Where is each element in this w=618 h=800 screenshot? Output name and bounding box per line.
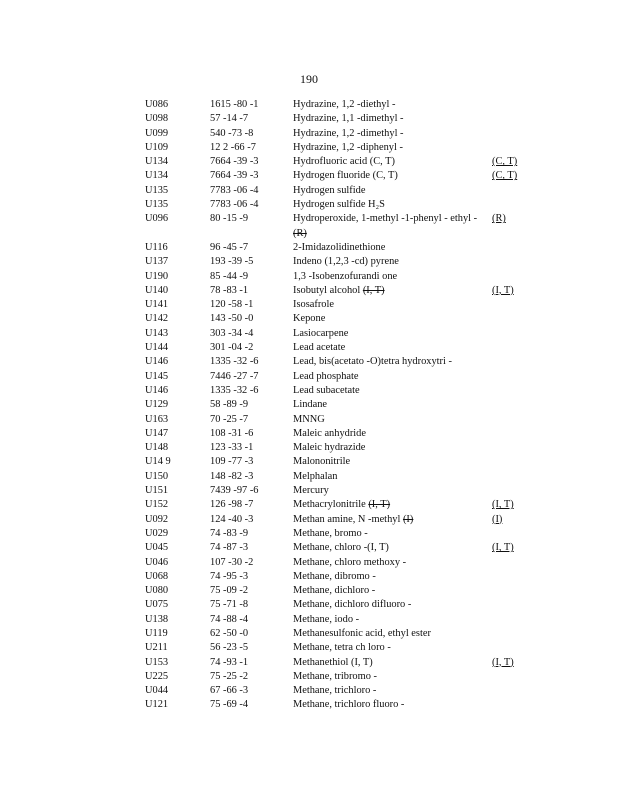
substance-name — [293, 584, 488, 598]
table-row — [0, 627, 618, 641]
cas-number: 80 -15 -9 — [210, 213, 249, 225]
waste-code: U075 — [145, 599, 169, 611]
waste-code: U147 — [145, 427, 169, 439]
table-row — [0, 684, 618, 698]
substance-name — [293, 541, 488, 555]
table-row — [0, 698, 618, 712]
table-row — [0, 598, 618, 612]
table-row — [0, 570, 618, 584]
cas-number: 74 -88 -4 — [210, 613, 249, 625]
substance-name — [293, 670, 488, 684]
waste-code: U137 — [145, 256, 169, 268]
substance-name — [293, 127, 488, 141]
substance-name — [293, 527, 488, 541]
cas-number: 7446 -27 -7 — [210, 370, 259, 382]
substance-name — [293, 470, 488, 484]
waste-code: U134 — [145, 156, 169, 168]
table-row — [0, 212, 618, 241]
cas-number: 67 -66 -3 — [210, 685, 249, 697]
table-row — [0, 355, 618, 369]
substance-name-text: Methacrylonitrile — [293, 499, 369, 511]
cas-number: 74 -95 -3 — [210, 570, 249, 582]
substance-name — [293, 498, 488, 512]
waste-code: U144 — [145, 342, 169, 354]
hazardous-waste-table — [0, 98, 618, 713]
table-row — [0, 613, 618, 627]
cas-number: 120 -58 -1 — [210, 299, 254, 311]
substance-name-text: Methane, tetra ch loro - — [293, 642, 391, 654]
table-row — [0, 112, 618, 126]
waste-code: U086 — [145, 99, 169, 110]
cas-number: 540 -73 -8 — [210, 127, 254, 139]
substance-name — [293, 684, 488, 698]
struck-hazard-code: (I, T) — [368, 499, 391, 511]
table-row — [0, 641, 618, 655]
hazard-code: (I, T) — [492, 284, 514, 296]
substance-name — [293, 484, 488, 498]
table-row — [0, 341, 618, 355]
waste-code: U098 — [145, 113, 169, 125]
cas-number: 7783 -06 -4 — [210, 199, 259, 211]
table-row — [0, 441, 618, 455]
cas-number: 75 -09 -2 — [210, 585, 249, 597]
substance-name — [293, 341, 488, 355]
waste-code: U080 — [145, 585, 169, 597]
substance-name-text: Methane, chloro -(I, T) — [293, 542, 389, 554]
table-row — [0, 370, 618, 384]
table-row — [0, 298, 618, 312]
table-row — [0, 255, 618, 269]
cas-number: 7439 -97 -6 — [210, 485, 259, 497]
waste-code: U044 — [145, 685, 169, 697]
cas-number: 1335 -32 -6 — [210, 356, 259, 368]
table-row — [0, 270, 618, 284]
waste-code: U150 — [145, 470, 169, 482]
hazard-code: (I, T) — [492, 499, 514, 511]
table-row — [0, 470, 618, 484]
substance-name-text: Methane, bromo - — [293, 527, 368, 539]
substance-name — [293, 284, 488, 298]
substance-name — [293, 270, 488, 284]
substance-name-text: Indeno (1,2,3 -cd) pyrene — [293, 256, 399, 268]
waste-code: U152 — [145, 499, 169, 511]
table-row — [0, 484, 618, 498]
hazard-code: (C, T) — [492, 156, 518, 168]
waste-code: U121 — [145, 699, 169, 711]
waste-code: U129 — [145, 399, 169, 411]
cas-number: 74 -83 -9 — [210, 527, 249, 539]
table-row — [0, 413, 618, 427]
cas-number: 108 -31 -6 — [210, 427, 254, 439]
table-row — [0, 184, 618, 198]
cas-number: 57 -14 -7 — [210, 113, 249, 125]
waste-code: U135 — [145, 199, 169, 211]
substance-name-text: Methane, chloro methoxy - — [293, 556, 407, 568]
table-row — [0, 656, 618, 670]
substance-name-text: Methan amine, N -methyl — [293, 513, 403, 525]
cas-number: 75 -25 -2 — [210, 670, 249, 682]
substance-name — [293, 198, 488, 212]
waste-code: U153 — [145, 656, 169, 668]
substance-name — [293, 441, 488, 455]
substance-name-text: Hydrazine, 1,1 -dimethyl - — [293, 113, 404, 125]
struck-hazard-code: (I) — [402, 513, 414, 525]
waste-code: U099 — [145, 127, 169, 139]
cas-number: 143 -50 -0 — [210, 313, 254, 325]
waste-code: U138 — [145, 613, 169, 625]
cas-number: 70 -25 -7 — [210, 413, 249, 425]
table-row — [0, 427, 618, 441]
table-row — [0, 541, 618, 555]
substance-name-text: Methane, iodo - — [293, 613, 360, 625]
substance-name — [293, 627, 488, 641]
substance-name-text: Mercury — [293, 485, 329, 497]
substance-name-text: Isosafrole — [293, 299, 334, 311]
hazard-code: (C, T) — [492, 170, 518, 182]
substance-name-text: Lindane — [293, 399, 328, 411]
substance-name — [293, 312, 488, 326]
substance-name-text: Kepone — [293, 313, 326, 325]
cas-number: 1335 -32 -6 — [210, 384, 259, 396]
substance-name — [293, 298, 488, 312]
waste-code: U096 — [145, 213, 169, 225]
substance-name-text: Hydrogen sulfide — [293, 184, 366, 196]
cas-number: 74 -87 -3 — [210, 542, 249, 554]
table-row — [0, 98, 618, 112]
cas-number: 193 -39 -5 — [210, 256, 254, 268]
substance-name — [293, 327, 488, 341]
waste-code: U045 — [145, 542, 169, 554]
table-row — [0, 584, 618, 598]
cas-number: 75 -71 -8 — [210, 599, 249, 611]
substance-name-text: 1,3 -Isobenzofurandi one — [293, 270, 398, 282]
cas-number: 7664 -39 -3 — [210, 156, 259, 168]
table-row — [0, 169, 618, 183]
substance-name-text: Malononitrile — [293, 456, 351, 468]
waste-code: U134 — [145, 170, 169, 182]
table-row — [0, 198, 618, 212]
cas-number: 85 -44 -9 — [210, 270, 249, 282]
substance-name — [293, 698, 488, 712]
substance-name — [293, 169, 488, 183]
waste-code: U046 — [145, 556, 169, 568]
substance-name — [293, 570, 488, 584]
waste-code: U119 — [145, 627, 168, 639]
table-row — [0, 455, 618, 469]
substance-name-text: Hydrofluoric acid (C, T) — [293, 156, 395, 168]
cas-number: 58 -89 -9 — [210, 399, 249, 411]
substance-name-text: Hydrazine, 1,2 -diphenyl - — [293, 141, 403, 153]
waste-code: U14 9 — [145, 456, 171, 468]
substance-name-text: Methane, dichloro - — [293, 585, 376, 597]
substance-name-text: Isobutyl alcohol — [293, 284, 363, 296]
table-row — [0, 384, 618, 398]
struck-hazard-code: (I, T) — [362, 284, 385, 296]
substance-name — [293, 141, 488, 155]
substance-name-text: Methane, dibromo - — [293, 570, 376, 582]
substance-name-text: Methane, tribromo - — [293, 670, 377, 682]
cas-number: 78 -83 -1 — [210, 284, 249, 296]
table-row — [0, 312, 618, 326]
waste-code: U211 — [145, 642, 168, 654]
substance-name-text: Lead acetate — [293, 342, 346, 354]
substance-name — [293, 255, 488, 269]
substance-name — [293, 155, 488, 169]
substance-name — [293, 112, 488, 126]
table-row — [0, 513, 618, 527]
substance-name — [293, 598, 488, 612]
substance-name-text: MNNG — [293, 413, 325, 425]
table-row — [0, 670, 618, 684]
waste-code: U143 — [145, 327, 169, 339]
substance-name-text: Hydroperoxide, 1-methyl -1-phenyl - ethyl - — [293, 213, 478, 225]
substance-name-text: Hydrazine, 1,2 -diethyl - — [293, 99, 396, 110]
cas-number: 124 -40 -3 — [210, 513, 254, 525]
table-row — [0, 527, 618, 541]
waste-code: U146 — [145, 384, 169, 396]
page-number: 190 — [300, 72, 318, 86]
cas-number: 126 -98 -7 — [210, 499, 254, 511]
cas-number: 1615 -80 -1 — [210, 99, 259, 110]
substance-name — [293, 641, 488, 655]
table-row — [0, 155, 618, 169]
waste-code: U140 — [145, 284, 169, 296]
substance-name-text: Lead subacetate — [293, 384, 360, 396]
substance-name-text: Hydrazine, 1,2 -dimethyl - — [293, 127, 404, 139]
cas-number: 12 2 -66 -7 — [210, 141, 256, 153]
struck-hazard-code: (R) — [293, 227, 307, 239]
table-row — [0, 141, 618, 155]
substance-name — [293, 241, 488, 255]
cas-number: 7664 -39 -3 — [210, 170, 259, 182]
hazard-code: (R) — [492, 213, 506, 225]
substance-name-text: Maleic hydrazide — [293, 442, 366, 454]
substance-name — [293, 370, 488, 384]
cas-number: 56 -23 -5 — [210, 642, 249, 654]
substance-name — [293, 613, 488, 627]
substance-name-text: Lasiocarpene — [293, 327, 349, 339]
table-row — [0, 398, 618, 412]
waste-code: U135 — [145, 184, 169, 196]
waste-code: U190 — [145, 270, 169, 282]
table-row — [0, 241, 618, 255]
waste-code: U116 — [145, 241, 168, 253]
waste-code: U142 — [145, 313, 169, 325]
cas-number: 62 -50 -0 — [210, 627, 249, 639]
table-row — [0, 127, 618, 141]
substance-name-text: Maleic anhydride — [293, 427, 366, 439]
substance-name — [293, 427, 488, 441]
cas-number: 123 -33 -1 — [210, 442, 254, 454]
waste-code: U146 — [145, 356, 169, 368]
cas-number: 109 -77 -3 — [210, 456, 254, 468]
waste-code: U029 — [145, 527, 169, 539]
table-row — [0, 498, 618, 512]
substance-name — [293, 184, 488, 198]
substance-name — [293, 556, 488, 570]
substance-name — [293, 212, 488, 241]
substance-name — [293, 355, 488, 369]
table-row — [0, 327, 618, 341]
cas-number: 74 -93 -1 — [210, 656, 249, 668]
substance-name — [293, 656, 488, 670]
cas-number: 75 -69 -4 — [210, 699, 249, 711]
waste-code: U141 — [145, 299, 169, 311]
table-row — [0, 284, 618, 298]
substance-name-text: Lead, bis(acetato -O)tetra hydroxytri - — [293, 356, 452, 368]
table-row — [0, 556, 618, 570]
hazard-code: (I, T) — [492, 656, 514, 668]
waste-code: U092 — [145, 513, 169, 525]
waste-code: U225 — [145, 670, 169, 682]
substance-name-text: Methane, trichloro fluoro - — [293, 699, 405, 711]
substance-name-text: Lead phosphate — [293, 370, 359, 382]
waste-code: U145 — [145, 370, 169, 382]
substance-name-text: Hydrogen sulfide H₂S — [293, 199, 385, 211]
hazard-code: (I, T) — [492, 542, 514, 554]
substance-name-text: Melphalan — [293, 470, 338, 482]
substance-name-text: 2-Imidazolidinethione — [293, 241, 386, 253]
substance-name-text: Hydrogen fluoride (C, T) — [293, 170, 398, 182]
substance-name-text: Methanethiol (I, T) — [293, 656, 373, 668]
cas-number: 301 -04 -2 — [210, 342, 254, 354]
hazard-code: (I) — [492, 513, 503, 525]
substance-name — [293, 513, 488, 527]
substance-name — [293, 398, 488, 412]
cas-number: 7783 -06 -4 — [210, 184, 259, 196]
substance-name-text: Methanesulfonic acid, ethyl ester — [293, 627, 431, 639]
cas-number: 107 -30 -2 — [210, 556, 254, 568]
substance-name-text: Methane, dichloro difluoro - — [293, 599, 412, 611]
cas-number: 148 -82 -3 — [210, 470, 254, 482]
waste-code: U163 — [145, 413, 169, 425]
substance-name-text: Methane, trichloro - — [293, 685, 377, 697]
substance-name — [293, 455, 488, 469]
waste-code: U109 — [145, 141, 169, 153]
waste-code: U068 — [145, 570, 169, 582]
waste-code: U151 — [145, 485, 169, 497]
substance-name — [293, 98, 488, 112]
substance-name — [293, 413, 488, 427]
cas-number: 96 -45 -7 — [210, 241, 249, 253]
cas-number: 303 -34 -4 — [210, 327, 254, 339]
waste-code: U148 — [145, 442, 169, 454]
substance-name — [293, 384, 488, 398]
